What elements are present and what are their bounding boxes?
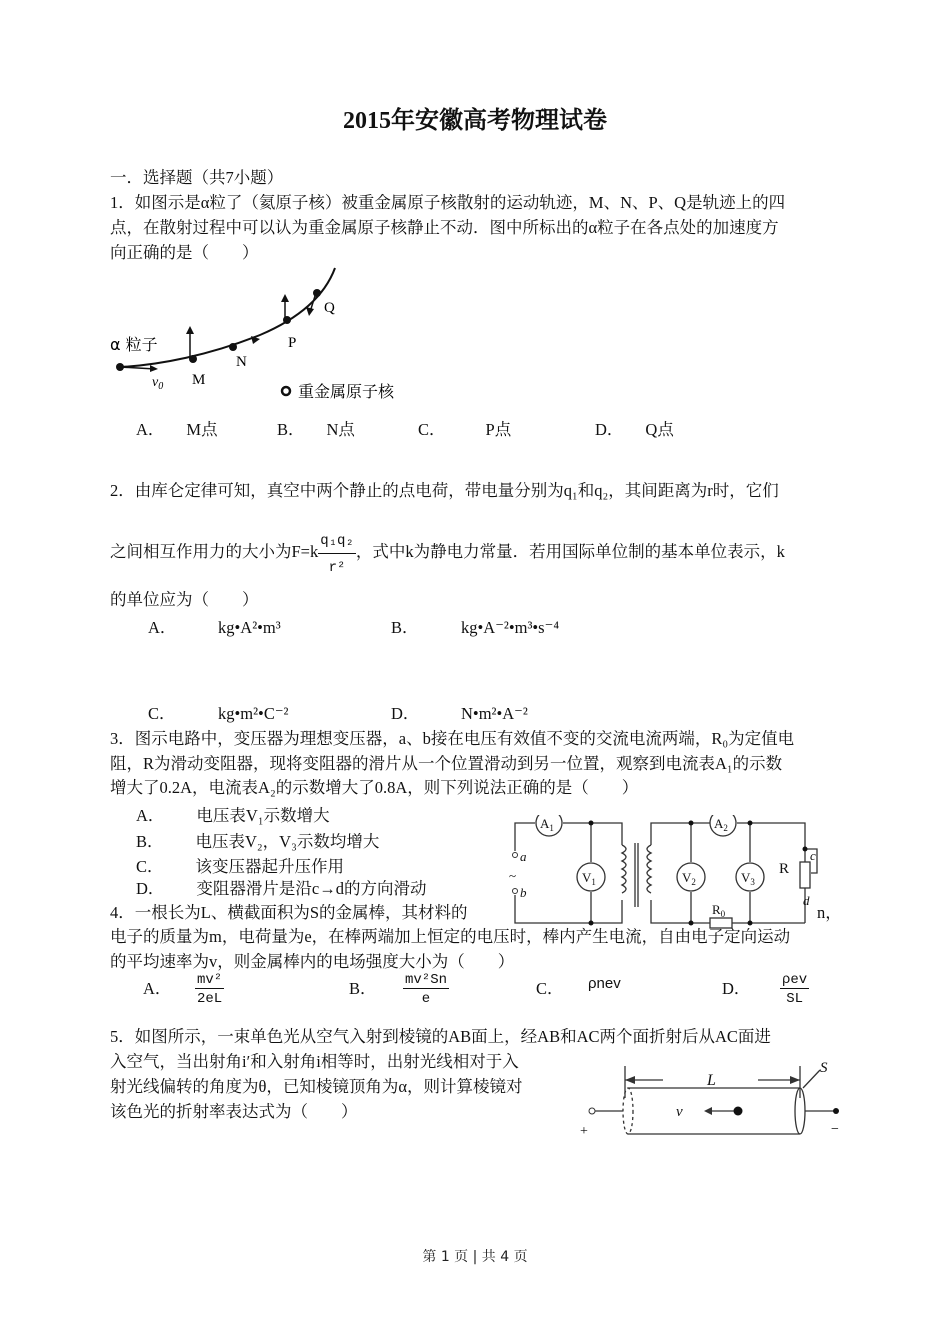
q2-option-d-letter: D． [391, 704, 420, 723]
q1-line-3: 向正确的是（ ） [110, 243, 259, 262]
svg-text:A1: $A_1$ [540, 816, 554, 833]
svg-text:v: v [676, 1104, 683, 1120]
q3-option-a: A． 电压表V₁示数增大 [136, 806, 330, 825]
svg-text:重金属原子核: 重金属原子核 [298, 382, 395, 401]
q1-line-1: 1．如图示是α粒了（氦原子核）被重金属原子核散射的运动轨迹，M、N、P、Q是轨迹上的四 [110, 193, 786, 212]
section-heading: 一．选择题（共7小题） [110, 168, 284, 187]
svg-text:d: d [803, 893, 810, 908]
svg-text:M: M [192, 372, 206, 388]
q2-option-a-text: kg•A²•m³ [218, 618, 281, 637]
q4-line-2: 电子的质量为m，电荷量为e，在棒两端加上恒定的电压时，棒内产生电流，自由电子定向运动 [110, 927, 791, 946]
svg-text:b: b [520, 885, 527, 900]
q4-option-d-letter: D． [722, 979, 751, 998]
alpha-particle-label: α 粒子 [110, 335, 158, 354]
svg-text:V2: $V_2$ [682, 870, 696, 887]
q2-line-2: 之间相互作用力的大小为F=k $\frac{\text{q₁q₂}}{\text{r²}}$ ，式中k为静电力常量．若用国际单位制的基本单位表示，k [110, 529, 785, 580]
q2-line-1: 2．由库仑定律可知，真空中两个静止的点电荷，带电量分别为q₁和q₂，其间距离为r时，它们 [110, 481, 779, 500]
svg-text:~: ~ [509, 868, 517, 883]
q4-option-b-letter: B． [349, 979, 377, 998]
q2-option-c-text: kg•m²•C⁻² [218, 704, 289, 723]
svg-text:R: R [779, 861, 790, 877]
svg-text:a: a [520, 849, 527, 864]
page-title: 2015年安徽高考物理试卷 [343, 108, 607, 134]
svg-text:L: L [707, 1072, 716, 1089]
q2-option-b-letter: B． [391, 618, 419, 637]
svg-text:Q: Q [324, 300, 335, 316]
q3-option-d: D． 变阻器滑片是沿c→d的方向滑动 [136, 879, 427, 898]
q1-option-d: D． Q点 [595, 420, 674, 439]
q1-trajectory-figure [100, 260, 420, 410]
svg-text:c: c [810, 848, 816, 863]
q2-option-c-letter: C． [148, 704, 176, 723]
svg-text:V3: $V_3$ [741, 870, 755, 887]
svg-text:S: S [820, 1060, 828, 1076]
q1-option-c: C． P点 [418, 420, 512, 439]
q2-option-d-text: N•m²•A⁻² [461, 704, 528, 723]
q3-option-b: B． 电压表V₂，V₃示数均增大 [136, 832, 380, 851]
q4-line-1-tail: n， [817, 903, 842, 922]
q4-line-1: 4．一根长为L、横截面积为S的金属棒，其材料的 [110, 903, 468, 922]
q5-line-3: 射光线偏转的角度为θ，已知棱镜顶角为α，则计算棱镜对 [110, 1077, 523, 1096]
q1-line-2: 点，在散射过程中可以认为重金属原子核静止不动．图中所标出的α粒子在各点处的加速度方 [110, 218, 779, 237]
svg-text:A2: $A_2$ [714, 816, 728, 833]
q2-line-3: 的单位应为（ ） [110, 590, 259, 609]
svg-text:+: + [580, 1124, 588, 1139]
q4-option-a-letter: A． [143, 979, 172, 998]
q2-option-b-text: kg•A⁻²•m³•s⁻⁴ [461, 618, 560, 637]
q4-option-c-text: ρnev [588, 975, 621, 992]
svg-text:v0: $v_0$ [152, 375, 164, 392]
svg-text:P: P [288, 335, 297, 351]
q5-line-4: 该色光的折射率表达式为（ ） [110, 1102, 358, 1121]
q3-line-3: 增大了0.2A，电流表A₂的示数增大了0.8A，则下列说法正确的是（ ） [110, 778, 639, 797]
q1-option-b: B． N点 [277, 420, 355, 439]
q3-circuit-figure [505, 815, 825, 930]
q3-line-2: 阻，R为滑动变阻器，现将变阻器的滑片从一个位置滑动到另一位置，观察到电流表A₁的示数 [110, 754, 783, 773]
q3-line-1: 3．图示电路中，变压器为理想变压器，a、b接在电压有效值不变的交流电流两端，R₀为定值电 [110, 729, 795, 748]
q4-line-3: 的平均速率为v，则金属棒内的电场强度大小为（ ） [110, 952, 515, 971]
page-footer: 第 1 页 | 共 4 页 [422, 1249, 528, 1265]
q2-option-a-letter: A． [148, 618, 177, 637]
nucleus-icon [282, 387, 290, 395]
q4-option-c-letter: C． [536, 979, 564, 998]
svg-text:−: − [831, 1122, 839, 1137]
svg-text:V1: $V_1$ [582, 870, 596, 887]
q5-line-2: 入空气，当出射角i′和入射角i相等时，出射光线相对于入 [110, 1052, 519, 1071]
q4-option-b-formula: $\frac{\text{mv²Sn}}{e}$ [405, 972, 448, 1007]
q3-option-c: C． 该变压器起升压作用 [136, 857, 345, 876]
q4-option-a-formula: $\frac{\text{mv²}}{2eL}$ [197, 972, 223, 1007]
svg-text:N: N [236, 354, 247, 370]
svg-text:R0: $R_0$ [712, 902, 726, 919]
q4-option-d-formula: $\frac{\text{ρev}}{SL}$ [782, 972, 808, 1007]
q1-option-a: A． M点 [136, 420, 218, 439]
q4-rod-figure [578, 1058, 848, 1143]
q5-line-1: 5．如图所示，一束单色光从空气入射到棱镜的AB面上，经AB和AC两个面折射后从AC面进 [110, 1027, 771, 1046]
